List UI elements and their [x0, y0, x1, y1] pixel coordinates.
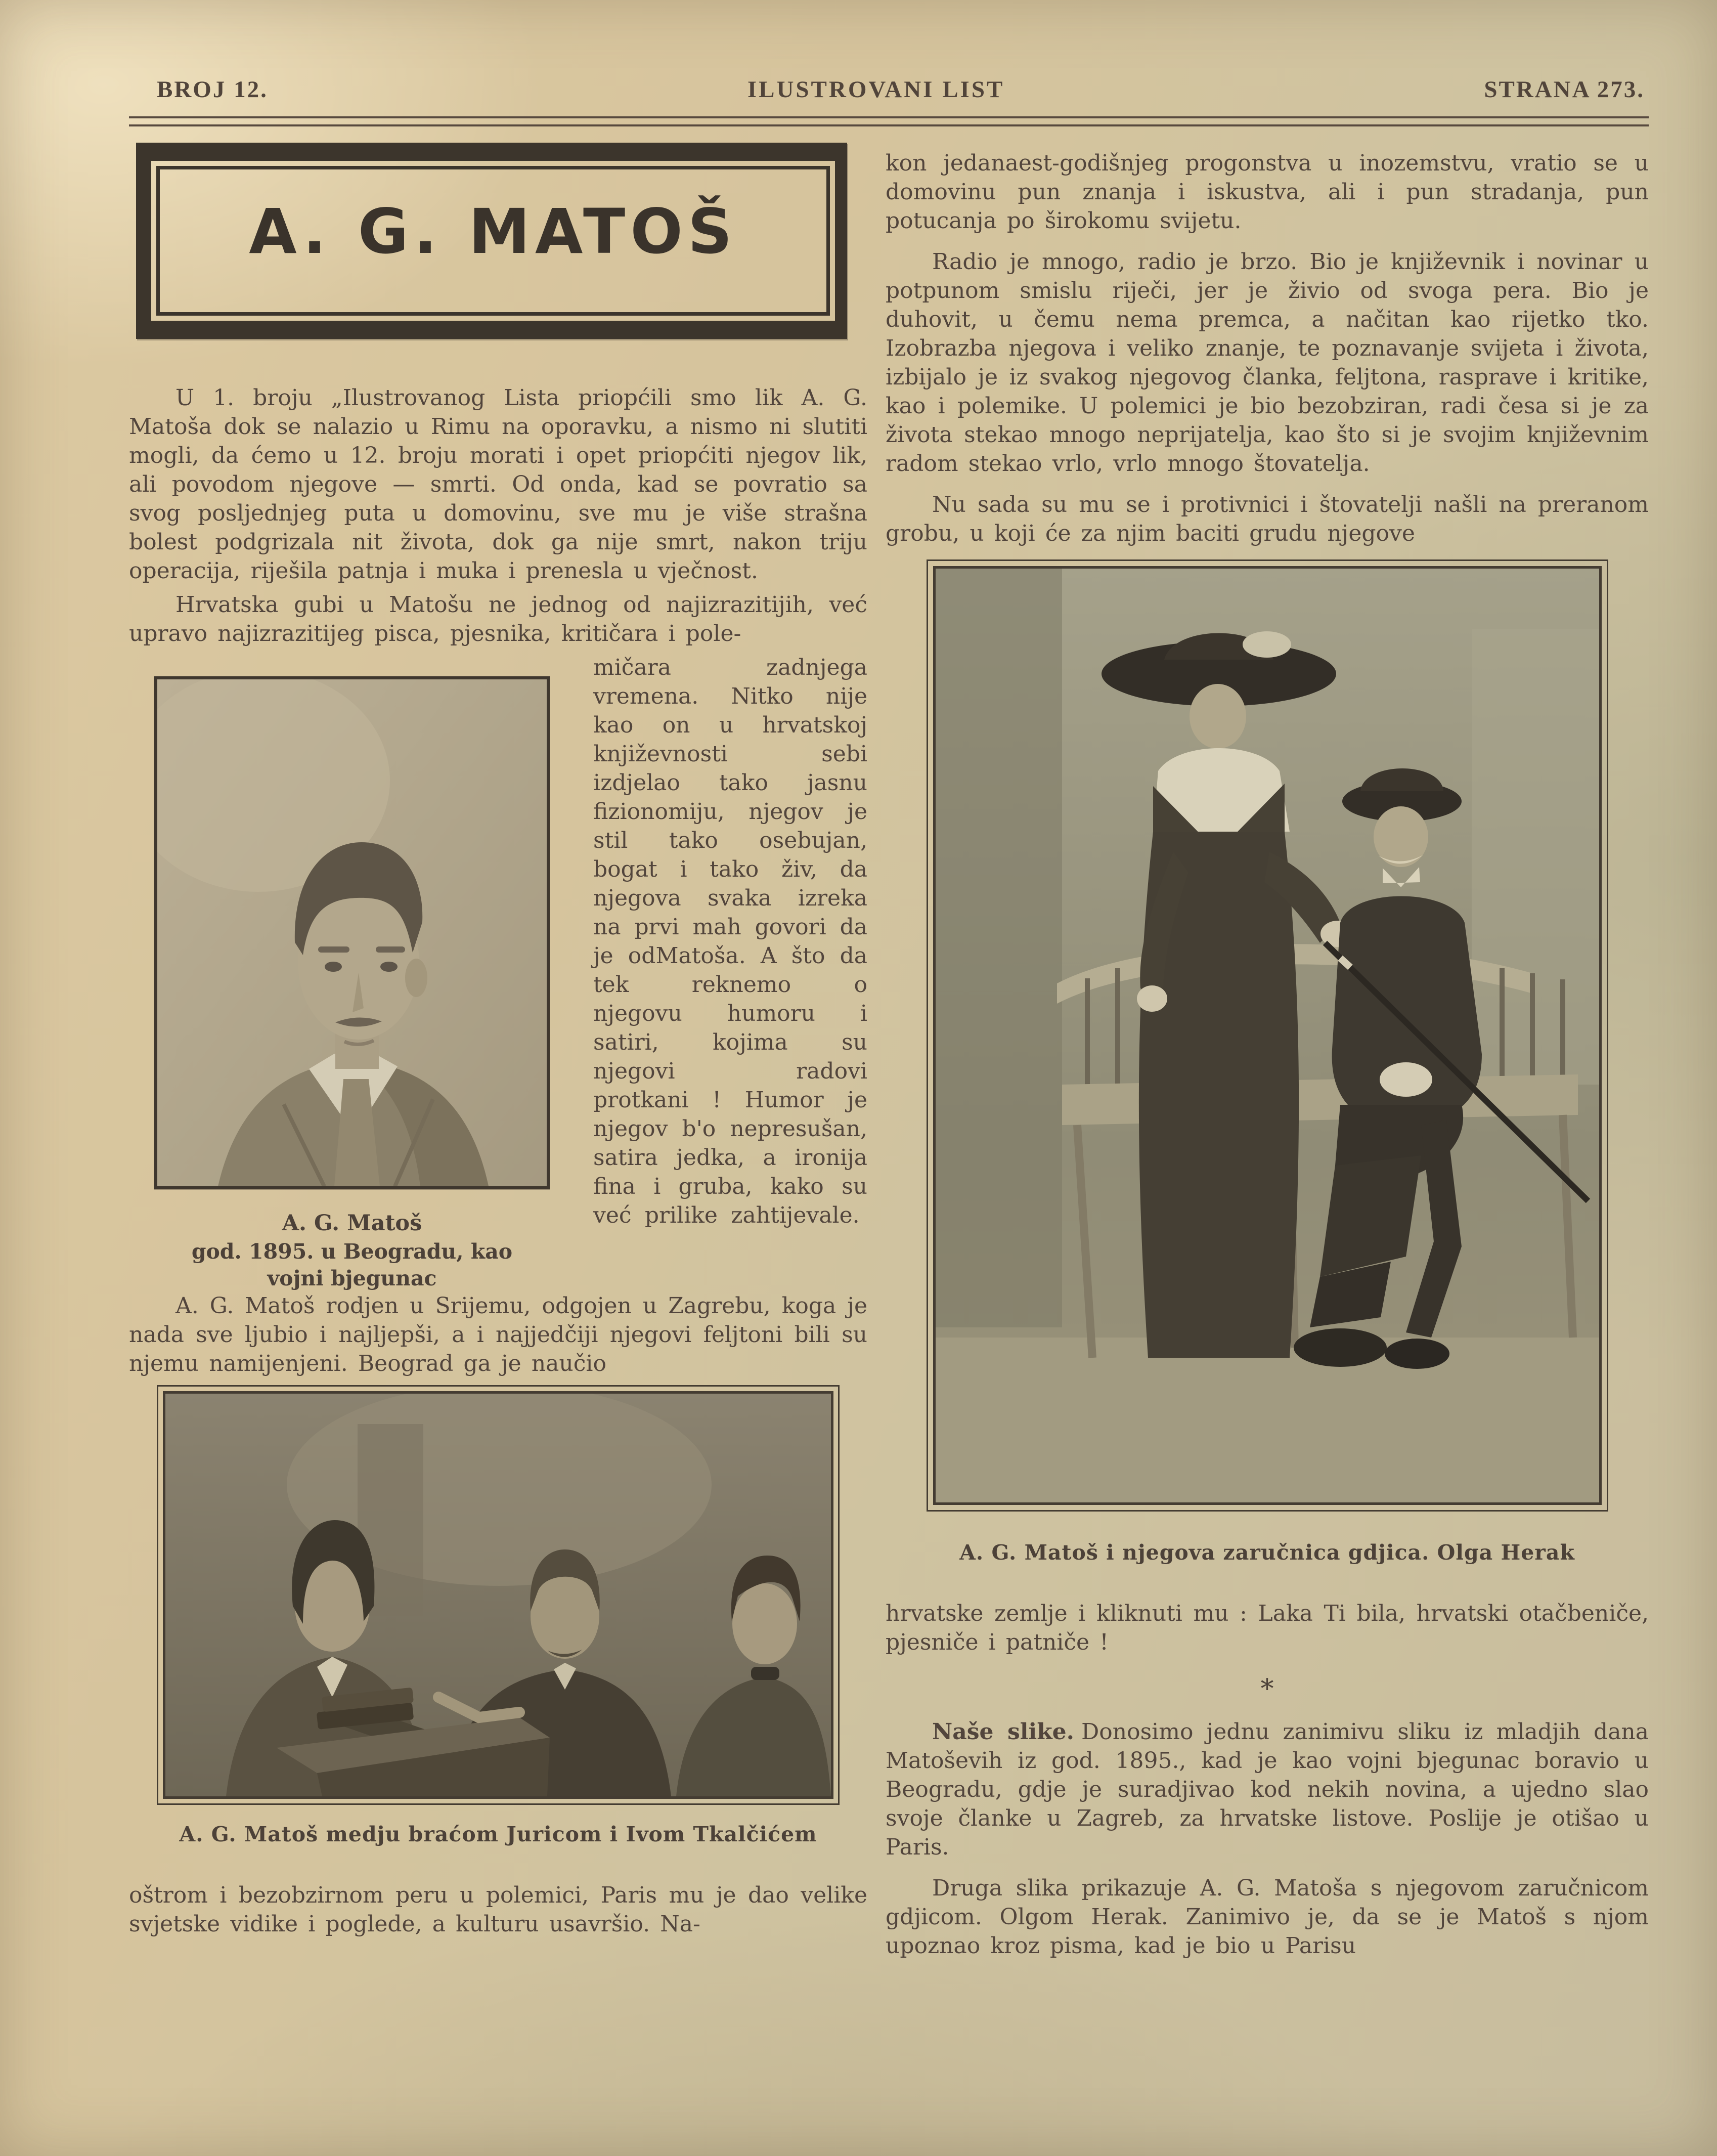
- portrait-caption-title: A. G. Matoš: [282, 1211, 422, 1236]
- portrait-caption: [129, 1210, 575, 1291]
- paragraph: oštrom i bezobzirnom peru u polemici, Paris mu je dao velike svjetske vidike i poglede, a kulturu usavršio. Na-: [129, 1882, 867, 1937]
- article-title: A. G. MATOŠ: [249, 196, 737, 268]
- group-figure: [129, 1391, 867, 1847]
- group-caption: A. G. Matoš medju braćom Juricom i Ivom Tkalčićem: [179, 1822, 817, 1846]
- paragraph-lead: Naše slike.: [932, 1719, 1074, 1745]
- group-photo-illustration: [165, 1394, 831, 1796]
- asterisk-separator: *: [1260, 1674, 1274, 1705]
- paragraph: kon jedanaest-godišnjeg progonstva u inozemstvu, vratio se u domovinu pun znanja i iskustva, ali i pun stradanja, pun potucanja po širokomu svijetu.: [886, 150, 1649, 234]
- wrap-text-cell: [593, 653, 867, 1291]
- paragraph: [886, 1717, 1649, 1862]
- paragraph: mičara zadnjega vremena. Nitko nije kao on u hrvatskoj književnosti sebi izdjelao tako jasnu fizionomiju, njegov je stil tako osebujan, bogat i tako živ, da njegova svaka izreka na prvi mah govori da je odMatoša. A što da tek reknemo o njegovu humoru i satiri, kojima su njegovi radovi protkani ! Humor je njegov b'o nepresušan, satira jedka, a ironija fina i gruba, kako su već prilike zahtijevale.: [593, 655, 867, 1228]
- page-content: [129, 76, 1649, 1965]
- paragraph: Nu sada su mu se i protivnici i štovatelji našli na preranom grobu, u koji će za njim baciti grudu njegove: [886, 492, 1649, 546]
- publication-title: ILUSTROVANI LIST: [747, 76, 1005, 103]
- right-column: [886, 143, 1649, 1965]
- portrait-photo-illustration: [157, 679, 547, 1186]
- paragraph: hrvatske zemlje i kliknuti mu : Laka Ti bila, hrvatski otačbeniče, pjesniče i patniče !: [886, 1601, 1649, 1656]
- paragraph: A. G. Matoš rodjen u Srijemu, odgojen u Zagrebu, koga je nada sve ljubio i najljepši, a i najjedčiji njegovi feljtoni bili su njemu namijenjeni. Beograd ga je naučio: [129, 1292, 867, 1376]
- couple-photo-illustration: [936, 569, 1599, 1502]
- paragraph: Radio je mnogo, radio je brzo. Bio je književnik i novinar u potpunom smislu riječi, jer je živio od svoga pera. Bio je duhovit, u čemu nema premca, a načitan kao rijetko tko. Izobrazba njegova i veliko znanje, te poznavanje svijeta i života, izbijalo je iz svakog njegovog članka, feljtona, rasprave i kritike, kao i polemike. U polemici je bio bezobziran, radi česa si je za života stekao mnogo neprijatelja, kao što si je svojim književnim radom stekao vrlo, vrlo mnogo štovatelja.: [886, 249, 1649, 477]
- portrait-photo: [154, 676, 550, 1189]
- paragraph: U 1. broju „Ilustrovanog Lista priopćili smo lik A. G. Matoša dok se nalazio u Rimu na oporavku, a nismo ni slutiti mogli, da ćemo u 12. broju morati i opet priopćiti njegov lik, ali povodom njegove — smrti. Od onda, kad se povratio sa svog posljednjeg puta u domovinu, sve mu je više strašna bolest podgrizala nit života, dok ga nije smrt, nakon triju operacija, riješila patnja i muka i prenesla u vječnost.: [129, 385, 867, 584]
- masthead-double-rule: [129, 116, 1649, 126]
- paragraph-text: Donosimo jednu zanimivu sliku iz mladjih dana Matoševih iz god. 1895., kad je kao vojni bjegunac boravio u Beogradu, gdje je suradjivao kod nekih novina, a ujedno slao svoje članke u Zagreb, za hrvatske listove. Poslije je otišao u Paris.: [886, 1719, 1649, 1861]
- paragraph: Hrvatska gubi u Matošu ne jednog od najizrazitijih, već upravo najizrazitijeg pisca, pjesnika, kritičara i pole-: [129, 592, 867, 646]
- portrait-caption-subtitle: god. 1895. u Beogradu, kao vojni bjegunac: [191, 1239, 513, 1290]
- portrait-figure: [129, 653, 575, 1291]
- left-column: [129, 143, 867, 1965]
- photo-text-wrap-row: [129, 653, 867, 1291]
- couple-caption: A. G. Matoš i njegova zaručnica gdjica. Olga Herak: [959, 1540, 1575, 1565]
- paragraph: Druga slika prikazuje A. G. Matoša s njegovom zaručnicom gdjicom. Olgom Herak. Zanimivo je, da se je Matoš s njom upoznao kroz pisma, kad je bio u Parisu: [886, 1875, 1649, 1959]
- group-photo: [163, 1391, 833, 1799]
- page-number: STRANA 273.: [1484, 76, 1645, 103]
- headline-box: [136, 143, 847, 339]
- couple-photo: [933, 566, 1602, 1505]
- headline-box-inner: [156, 166, 830, 316]
- couple-figure: [886, 566, 1649, 1566]
- two-column-layout: [129, 143, 1649, 1965]
- masthead: [129, 76, 1649, 103]
- issue-number: BROJ 12.: [157, 76, 268, 103]
